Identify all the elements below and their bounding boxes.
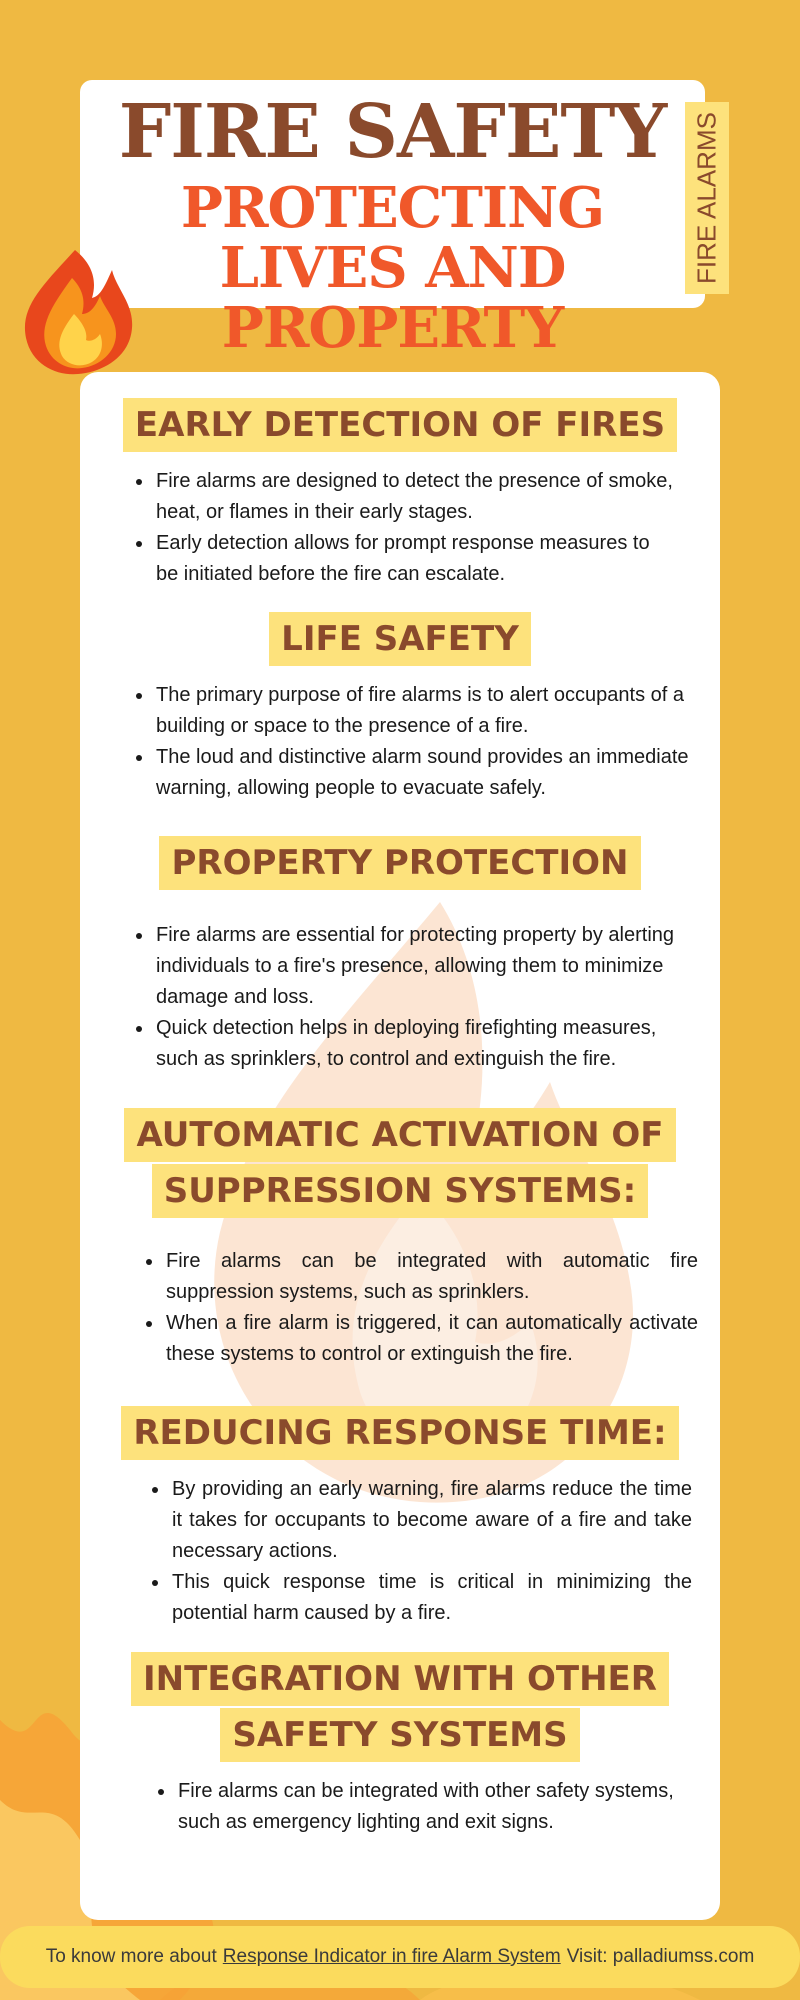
bullet-list — [80, 1474, 720, 1629]
subtitle-line-2: LIVES AND PROPERTY — [219, 235, 566, 361]
section-heading-text: AUTOMATIC ACTIVATION OF — [124, 1108, 675, 1162]
bullet-list — [80, 680, 720, 804]
subtitle-line-1: PROTECTING — [180, 175, 605, 241]
section-heading — [80, 836, 720, 892]
section-property-protection — [80, 836, 720, 1075]
bullet-list — [80, 466, 720, 590]
footer-bar — [0, 1926, 800, 1988]
bullet-item: Fire alarms are designed to detect the presence of smoke, heat, or flames in their early stages. — [156, 466, 676, 528]
bullet-list — [80, 1246, 720, 1370]
bullet-item: The loud and distinctive alarm sound provides an immediate warning, allowing people to evacuate safely. — [156, 742, 698, 804]
footer-link[interactable]: Response Indicator in fire Alarm System — [222, 1946, 561, 1967]
section-heading-text: SUPPRESSION SYSTEMS: — [152, 1164, 649, 1218]
section-heading — [80, 398, 720, 454]
section-heading-text: REDUCING RESPONSE TIME: — [121, 1406, 678, 1460]
bullet-item: Early detection allows for prompt response measures to be initiated before the fire can escalate. — [156, 528, 676, 590]
section-heading-text: INTEGRATION WITH OTHER — [131, 1652, 669, 1706]
section-heading — [80, 1406, 720, 1462]
bullet-item: By providing an early warning, fire alarms reduce the time it takes for occupants to become aware of a fire and take necessary actions. — [172, 1474, 692, 1567]
footer-prefix: To know more about — [45, 1946, 217, 1967]
section-heading — [80, 1108, 720, 1220]
section-heading-text: EARLY DETECTION OF FIRES — [123, 398, 677, 452]
footer-suffix: Visit: palladiumss.com — [566, 1946, 755, 1967]
section-heading — [80, 612, 720, 668]
bullet-item: Quick detection helps in deploying firefighting measures, such as sprinklers, to control and extinguish the fire. — [156, 1013, 698, 1075]
bullet-list — [80, 1776, 720, 1838]
flame-icon — [20, 248, 138, 376]
section-automatic-activation — [80, 1108, 720, 1370]
section-life-safety — [80, 612, 720, 804]
bullet-item: This quick response time is critical in minimizing the potential harm caused by a fire. — [172, 1567, 692, 1629]
side-tag-label: FIRE ALARMS — [691, 112, 722, 284]
bullet-list — [80, 920, 720, 1075]
section-heading-text: PROPERTY PROTECTION — [159, 836, 640, 890]
section-integration — [80, 1652, 720, 1838]
bullet-item: Fire alarms are essential for protecting property by alerting individuals to a fire's presence, allowing them to minimize damage and loss. — [156, 920, 698, 1013]
section-early-detection — [80, 398, 720, 590]
section-heading — [80, 1652, 720, 1764]
page-title: FIRE SAFETY — [118, 89, 667, 175]
section-reducing-response-time — [80, 1406, 720, 1629]
bullet-item: Fire alarms can be integrated with other safety systems, such as emergency lighting and exit signs. — [178, 1776, 698, 1838]
side-tag — [685, 102, 729, 294]
section-heading-text: LIFE SAFETY — [269, 612, 531, 666]
bullet-item: Fire alarms can be integrated with automatic fire suppression systems, such as sprinklers. — [166, 1246, 698, 1308]
bullet-item: When a fire alarm is triggered, it can automatically activate these systems to control or extinguish the fire. — [166, 1308, 698, 1370]
main-card — [80, 372, 720, 1920]
bullet-item: The primary purpose of fire alarms is to alert occupants of a building or space to the presence of a fire. — [156, 680, 698, 742]
section-heading-text: SAFETY SYSTEMS — [220, 1708, 579, 1762]
